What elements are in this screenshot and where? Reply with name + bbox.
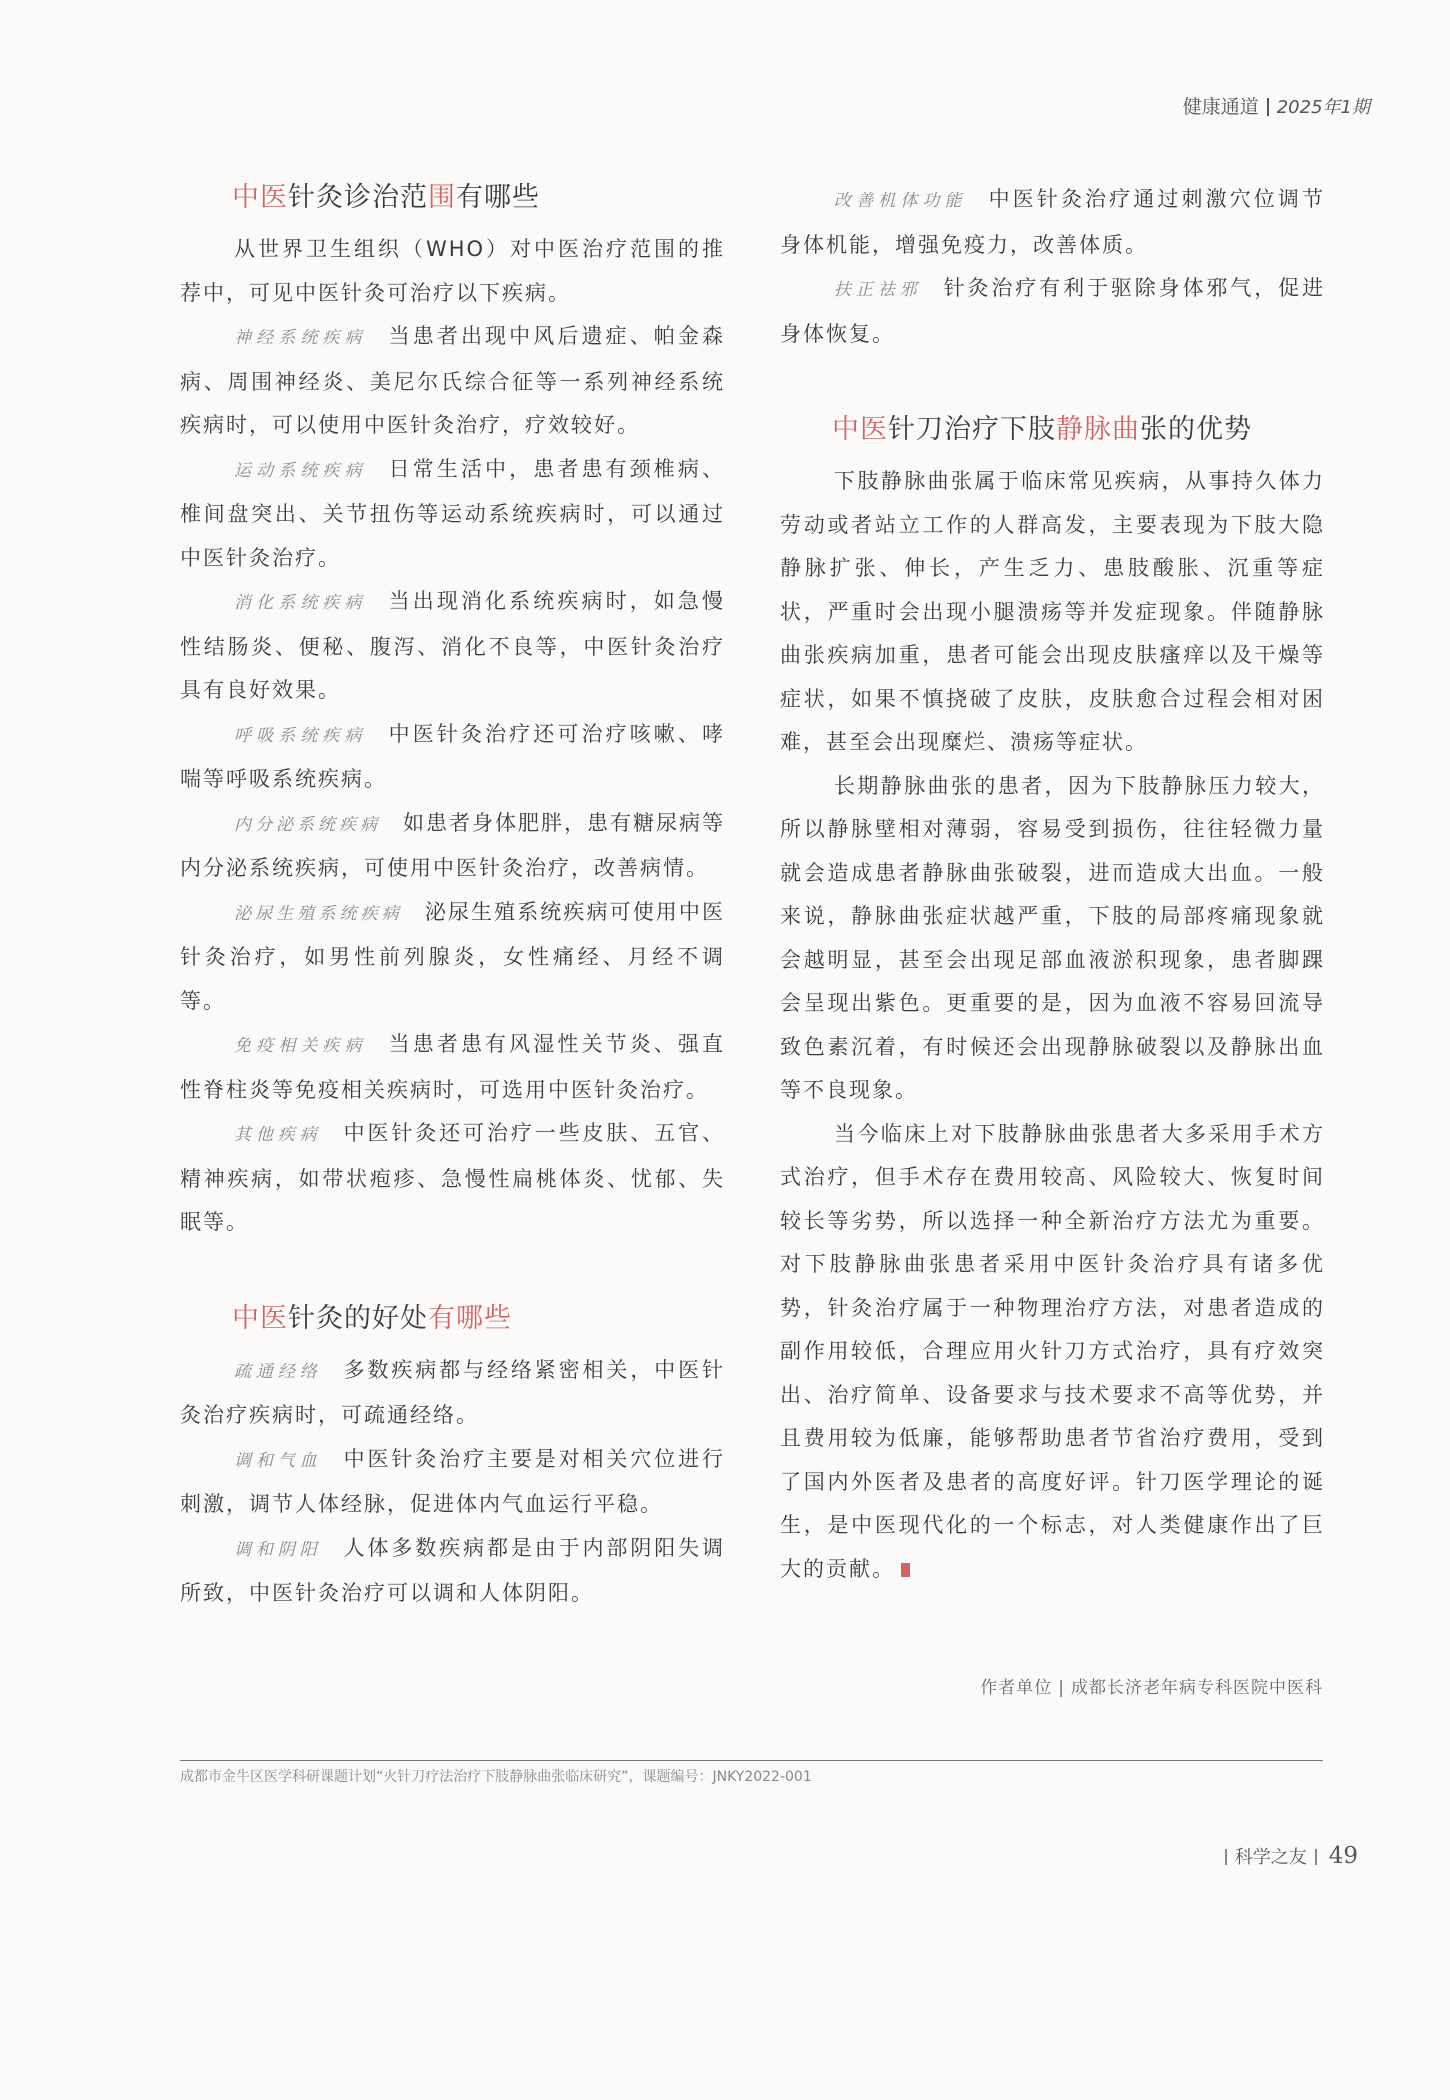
page-footer	[1217, 1843, 1358, 1869]
body-paragraph: 下肢静脉曲张属于临床常见疾病，从事持久体力劳动或者站立工作的人群高发，主要表现为下肢大隐静脉扩张、伸长，产生乏力、患肢酸胀、沉重等症状，严重时会出现小腿溃疡等并发症现象。伴随静脉曲张疾病加重，患者可能会出现皮肤瘙痒以及干燥等症状，如果不慎挠破了皮肤，皮肤愈合过程会相对困难，甚至会出现糜烂、溃疡等症状。	[780, 469, 1325, 754]
item-term: 消化系统疾病	[234, 593, 367, 613]
item-term: 泌尿生殖系统疾病	[234, 903, 403, 924]
author-affiliation: 作者单位 | 成都长济老年病专科医院中医科	[980, 1678, 1323, 1698]
list-item: 改善机体功能 中医针灸治疗通过刺激穴位调节身体机能，增强免疫力，改善体质。	[780, 187, 1326, 257]
left-column	[180, 178, 725, 1616]
footer-divider	[1315, 1849, 1317, 1865]
section-gap	[180, 1245, 725, 1299]
list-item: 泌尿生殖系统疾病 泌尿生殖系统疾病可使用中医针灸治疗，如男性前列腺炎，女性痛经、月经不调等。	[180, 899, 726, 1013]
end-mark-icon	[901, 1563, 910, 1577]
intro-paragraph: 从世界卫生组织（WHO）对中医治疗范围的推荐中，可见中医针灸可治疗以下疾病。	[180, 237, 725, 305]
item-term: 扶正祛邪	[834, 280, 922, 300]
list-item: 其他疾病 中医针灸还可治疗一些皮肤、五官、精神疾病，如带状疱疹、急慢性扁桃体炎、忧郁、失眠等。	[180, 1121, 726, 1234]
item-term: 其他疾病	[234, 1125, 322, 1145]
item-term: 内分泌系统疾病	[234, 814, 381, 835]
list-item: 调和气血 中医针灸治疗主要是对相关穴位进行刺激，调节人体经脉，促进体内气血运行平稳。	[180, 1446, 726, 1516]
section-title-scope: 中医针灸诊治范围有哪些	[232, 182, 540, 213]
list-item: 呼吸系统疾病 中医针灸治疗还可治疗咳嗽、哮喘等呼吸系统疾病。	[180, 721, 726, 791]
page-number: 49	[1328, 1843, 1358, 1869]
list-item: 内分泌系统疾病 如患者身体肥胖，患有糖尿病等内分泌系统疾病，可使用中医针灸治疗，改善病情。	[180, 810, 725, 880]
item-term: 神经系统疾病	[234, 328, 367, 348]
footnote: 成都市金牛区医学科研课题计划“火针刀疗法治疗下肢静脉曲张临床研究”，课题编号：JNKY2022-001	[180, 1769, 812, 1785]
item-term: 呼吸系统疾病	[234, 725, 367, 746]
item-term: 疏通经络	[234, 1361, 322, 1382]
list-item: 调和阴阳 人体多数疾病都是由于内部阴阳失调所致，中医针灸治疗可以调和人体阴阳。	[180, 1535, 726, 1605]
issue-label: 2025年1期	[1276, 97, 1370, 118]
item-term: 调和气血	[234, 1450, 322, 1471]
list-item: 免疫相关疾病 当患者患有风湿性关节炎、强直性脊柱炎等免疫相关疾病时，可选用中医针灸治疗。	[180, 1032, 726, 1102]
item-term: 调和阴阳	[234, 1539, 322, 1560]
list-item: 神经系统疾病 当患者出现中风后遗症、帕金森病、周围神经炎、美尼尔氏综合征等一系列神经系统疾病时，可以使用中医针灸治疗，疗效较好。	[180, 324, 726, 437]
running-header	[1183, 92, 1370, 119]
magazine-name: 健康通道	[1182, 96, 1259, 118]
section-gap	[780, 356, 1325, 410]
section-title-varicose: 中医针刀治疗下肢静脉曲张的优势	[832, 414, 1252, 445]
author-divider: |	[1058, 1678, 1065, 1698]
list-item: 疏通经络 多数疾病都与经络紧密相关，中医针灸治疗疾病时，可疏通经络。	[180, 1357, 726, 1427]
item-term: 运动系统疾病	[234, 460, 367, 481]
body-paragraph-final: 当今临床上对下肢静脉曲张患者大多采用手术方式治疗，但手术存在费用较高、风险较大、恢复时间较长等劣势，所以选择一种全新治疗方法尤为重要。对下肢静脉曲张患者采用中医针灸治疗具有诸多优势，针灸治疗属于一种物理治疗方法，对患者造成的副作用较低，合理应用火针刀方式治疗，具有疗效突出、治疗简单、设备要求与技术要求不高等优势，并且费用较为低廉，能够帮助患者节省治疗费用，受到了国内外医者及患者的高度好评。针刀医学理论的诞生，是中医现代化的一个标志，对人类健康作出了巨大的贡献。	[780, 1121, 1325, 1581]
body-paragraph: 长期静脉曲张的患者，因为下肢静脉压力较大，所以静脉壁相对薄弱，容易受到损伤，往往轻微力量就会造成患者静脉曲张破裂，进而造成大出血。一般来说，静脉曲张症状越严重，下肢的局部疼痛现象就会越明显，甚至会出现足部血液淤积现象，患者脚踝会呈现出紫色。更重要的是，因为血液不容易回流导致色素沉着，有时候还会出现静脉破裂以及静脉出血等不良现象。	[780, 773, 1325, 1102]
right-column	[780, 178, 1325, 1591]
footnote-rule	[180, 1760, 1323, 1761]
header-divider	[1267, 98, 1269, 116]
list-item: 运动系统疾病 日常生活中，患者患有颈椎病、椎间盘突出、关节扭伤等运动系统疾病时，可以通过中医针灸治疗。	[180, 456, 726, 570]
item-term: 免疫相关疾病	[234, 1036, 367, 1056]
list-item: 消化系统疾病 当出现消化系统疾病时，如急慢性结肠炎、便秘、腹泻、消化不良等，中医针灸治疗具有良好效果。	[180, 589, 726, 702]
footer-magazine: 科学之友	[1234, 1847, 1307, 1868]
list-item: 扶正祛邪 针灸治疗有利于驱除身体邪气，促进身体恢复。	[780, 276, 1326, 346]
item-term: 改善机体功能	[834, 191, 967, 211]
section-title-benefits: 中医针灸的好处有哪些	[232, 1302, 512, 1334]
footer-divider	[1225, 1849, 1227, 1865]
